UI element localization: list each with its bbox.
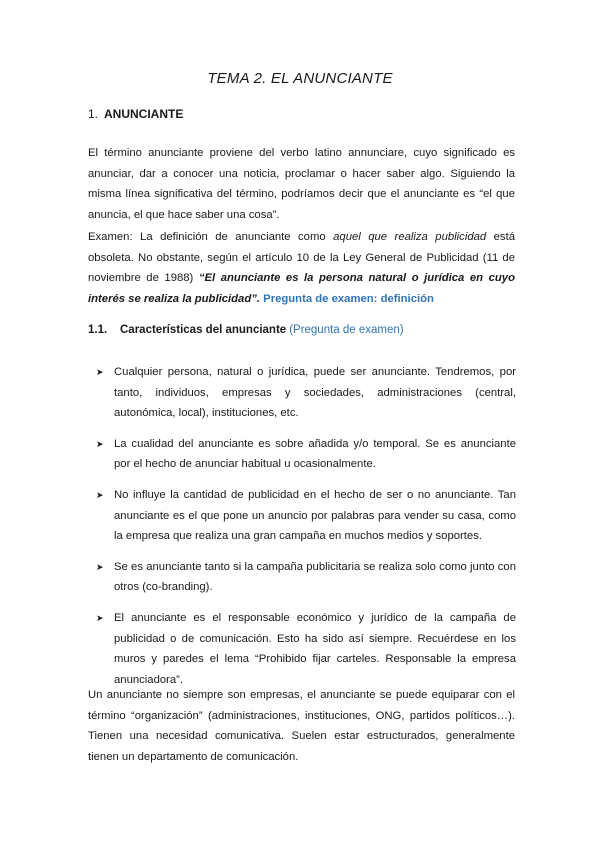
paragraph-organization: Un anunciante no siempre son empresas, el anunciante se puede equiparar con el término “organización” (administraciones, instituciones, ONG, partidos políticos…). Tienen una necesidad comunicativa. Suelen estar estructurados, generalmente tienen un departamento de comunicación. [88, 689, 515, 763]
section-heading-1 [88, 107, 183, 121]
list-item [96, 485, 516, 547]
paragraph-exam [88, 227, 515, 309]
section-number: 1. [88, 107, 99, 121]
exam-italic: aquel que realiza publicidad [333, 231, 487, 243]
subsection-title: Características del anunciante [120, 324, 287, 336]
characteristics-list [96, 362, 516, 700]
list-item-text: No influye la cantidad de publicidad en el hecho de ser o no anunciante. Tan anunciante es el que pone un anuncio por palabras para vender su casa, como la empresa que realiza una gran campaña en muchos medios y soportes. [114, 488, 516, 543]
list-item-text: Cualquier persona, natural o jurídica, puede ser anunciante. Tendremos, por tanto, individuos, empresas y sociedades, administraciones (central, autonómica, local), instituciones, etc. [114, 366, 516, 420]
list-item-text: Se es anunciante tanto si la campaña publicitaria se realiza solo como junto con otros (co-branding). [114, 560, 516, 594]
list-item-text: El anunciante es el responsable económico y jurídico de la campaña de publicidad o de comunicación. Esto ha sido así siempre. Recuérdese en los muros y paredes el lema “Prohibido fijar carteles. Responsable la empresa anunciadora”. [114, 611, 516, 686]
list-item-text: La cualidad del anunciante es sobre añadida y/o temporal. Se es anunciante por el hecho de anunciar habitual u ocasionalmente. [114, 437, 516, 471]
paragraph-definition: El término anunciante proviene del verbo latino annunciare, cuyo significado es anunciar, dar a conocer una noticia, proclamar o hacer saber algo. Siguiendo la misma línea significativa del término, podríamos decir que el anunciante es “el que anuncia, el que hace saber una cosa”. [88, 147, 515, 221]
exam-text-1: Examen: La definición de anunciante como [88, 231, 334, 243]
chevron-right-icon: ➤ [96, 438, 104, 449]
section-title: ANUNCIANTE [104, 107, 184, 121]
subsection-note: (Pregunta de examen) [289, 324, 404, 336]
page-title: TEMA 2. EL ANUNCIANTE [207, 70, 393, 87]
subsection-number: 1.1. [88, 324, 108, 336]
exam-note: Pregunta de examen: definición [260, 292, 434, 305]
chevron-right-icon: ➤ [96, 612, 104, 623]
list-item [96, 434, 516, 475]
list-item [96, 608, 516, 690]
chevron-right-icon: ➤ [96, 489, 104, 500]
list-item [96, 362, 516, 424]
subsection-heading [88, 324, 404, 336]
legal-definition: “El anunciante es la persona natural o jurídica en cuyo interés se realiza la publicidad”. [88, 272, 515, 305]
chevron-right-icon: ➤ [96, 561, 104, 572]
exam-text-2: está obsoleta. No obstante, según el artículo 10 de la Ley General de Publicidad (11 de noviembre de 1988) [88, 231, 516, 285]
list-item [96, 557, 516, 598]
chevron-right-icon: ➤ [96, 367, 104, 377]
